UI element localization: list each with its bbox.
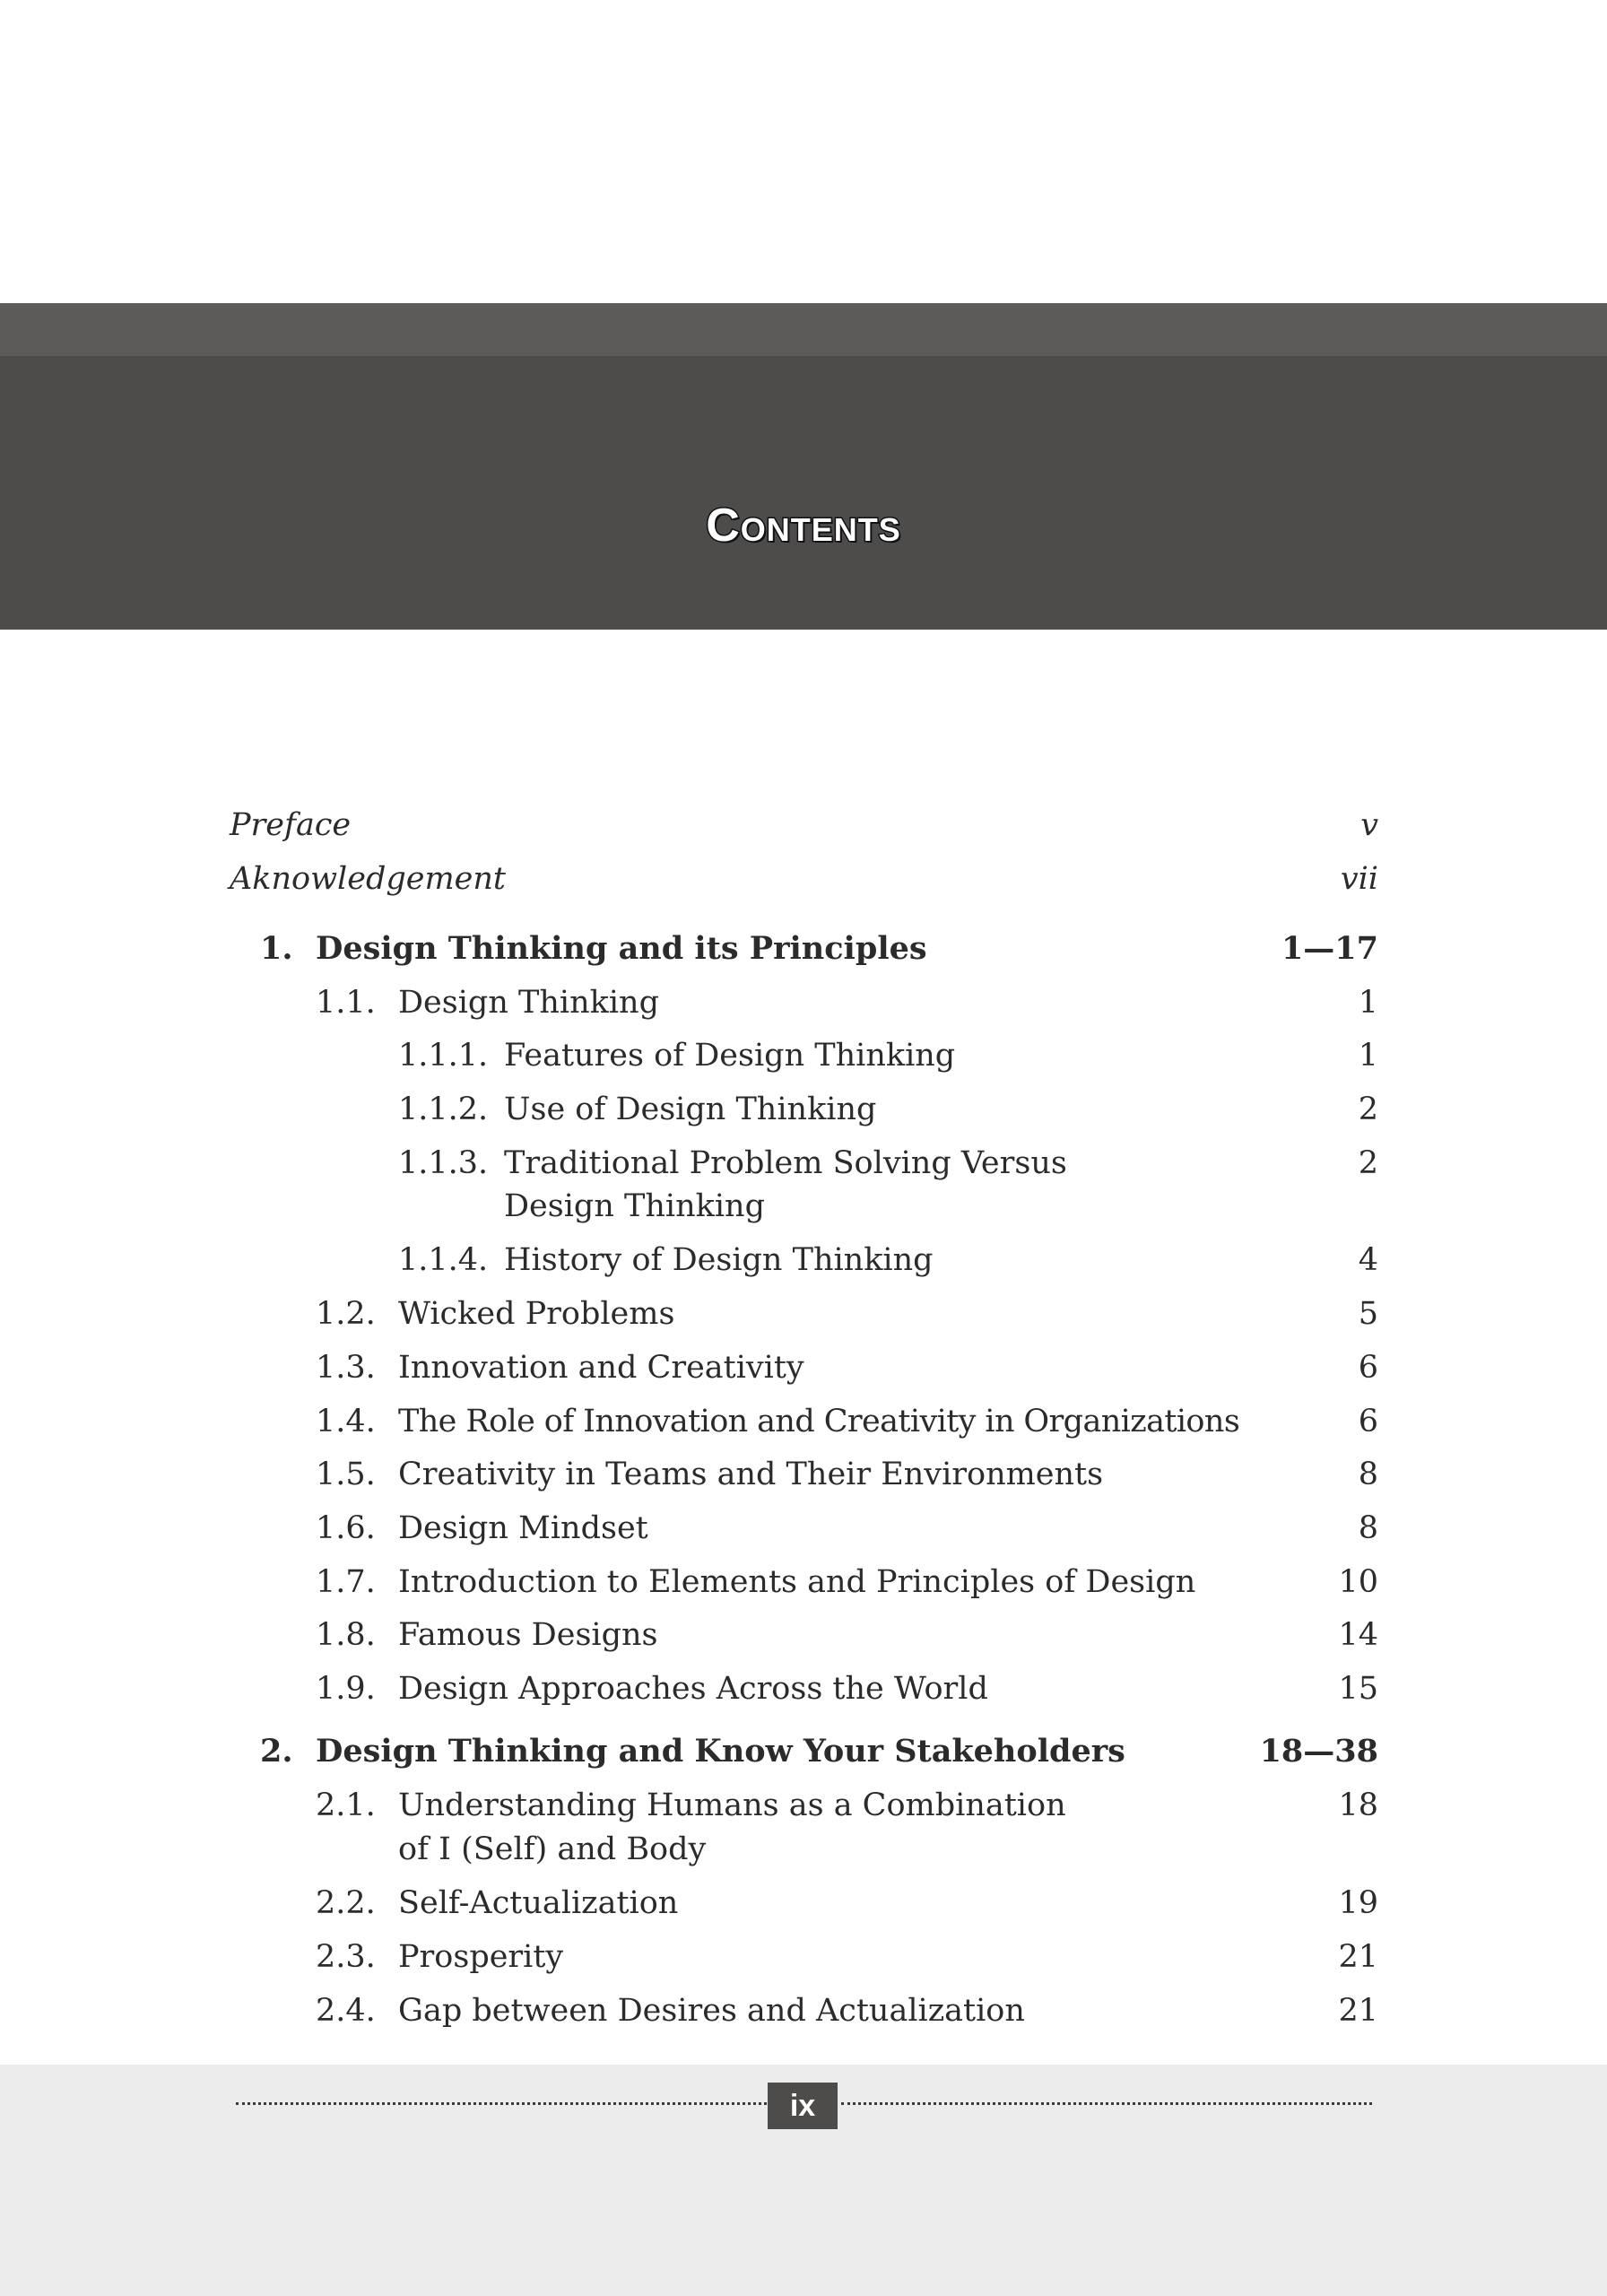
toc-entry-title: Famous Designs [398,1617,658,1653]
toc-entry-title: Design Thinking and Know Your Stakeholders [316,1733,1125,1770]
toc-entry-number: 1.9. [316,1671,376,1707]
toc-entry-number: 1.8. [316,1617,376,1653]
toc-entry-page: 2 [1358,1145,1378,1181]
toc-entry-title: History of Design Thinking [504,1242,934,1278]
toc-entry-number: 2.3. [316,1939,376,1975]
toc-entry-page: 8 [1358,1457,1378,1492]
toc-entry-page: 6 [1358,1404,1378,1439]
toc-entry-title: Innovation and Creativity [398,1350,804,1386]
toc-entry-page: 18 [1338,1787,1378,1823]
toc-entry-page: 10 [1338,1564,1378,1600]
toc-entry-title: Wicked Problems [398,1296,675,1332]
toc-entry-title: Use of Design Thinking [504,1091,877,1127]
toc-entry-title: Introduction to Elements and Principles of Design [398,1564,1196,1600]
toc-entry-number: 1.3. [316,1350,376,1386]
toc-entry-title: Gap between Desires and Actualization [398,1993,1025,2029]
toc-entry-page: 4 [1358,1242,1378,1278]
toc-entry-page: 6 [1358,1350,1378,1386]
footer-band [0,2065,1607,2296]
toc-entry-page: vii [1340,861,1378,897]
toc-entry-page: 8 [1358,1510,1378,1546]
toc-entry-number: 2. [260,1733,293,1770]
toc-entry-title: Design Mindset [398,1510,648,1546]
toc-entry-title: Creativity in Teams and Their Environments [398,1457,1104,1492]
toc-entry-number: 1.1.2. [398,1091,489,1127]
toc-entry-number: 2.4. [316,1993,376,2029]
toc-entry-page: 21 [1338,1993,1378,2029]
toc-entry-title: Design Thinking [398,985,659,1021]
toc-entry-title: Aknowledgement [230,861,506,897]
toc-entry-page: 5 [1358,1296,1378,1332]
toc-entry-number: 1.5. [316,1457,376,1492]
toc-entry-page: 15 [1338,1671,1378,1707]
toc-entry-page: 1 [1358,985,1378,1021]
toc-entry-title: Design Approaches Across the World [398,1671,988,1707]
toc-entry-number: 1.4. [316,1404,376,1439]
toc-entry-number: 1.6. [316,1510,376,1546]
toc-entry-title: Understanding Humans as a Combination [398,1787,1066,1823]
footer-dotted-rule [841,2102,1372,2105]
page-number-badge: ix [768,2083,838,2129]
toc-entry-page: 14 [1338,1617,1378,1653]
toc-entry-page: 21 [1338,1939,1378,1975]
toc-entry-page: v [1360,807,1378,843]
toc-entry-title: The Role of Innovation and Creativity in Organizations [398,1404,1240,1439]
toc-entry-page: 1 [1358,1038,1378,1074]
toc-entry-title: Preface [230,807,352,843]
toc-entry-page: 19 [1338,1885,1378,1921]
toc-entry-title-line2: of I (Self) and Body [398,1831,707,1867]
toc-entry-title: Design Thinking and its Principles [316,930,927,967]
toc-entry-title: Self-Actualization [398,1885,679,1921]
footer-dotted-rule [236,2102,767,2105]
page-title: Contents [706,500,901,552]
toc-entry-title: Prosperity [398,1939,564,1975]
toc-entry-number: 1.2. [316,1296,376,1332]
toc-entry-number: 1.1.3. [398,1145,489,1181]
toc-entry-page: 18—38 [1259,1733,1378,1770]
toc-entry-title: Features of Design Thinking [504,1038,956,1074]
toc-entry-title-line2: Design Thinking [504,1188,765,1224]
toc-entry-number: 2.2. [316,1885,376,1921]
toc-entry-number: 1. [260,930,293,967]
toc-entry-number: 1.1.4. [398,1242,489,1278]
toc-entry-number: 1.1. [316,985,376,1021]
toc-entry-number: 2.1. [316,1787,376,1823]
toc-entry-title: Traditional Problem Solving Versus [504,1145,1067,1181]
toc-entry-page: 2 [1358,1091,1378,1127]
toc-entry-number: 1.7. [316,1564,376,1600]
toc-entry-page: 1—17 [1281,930,1378,967]
toc-entry-number: 1.1.1. [398,1038,489,1074]
